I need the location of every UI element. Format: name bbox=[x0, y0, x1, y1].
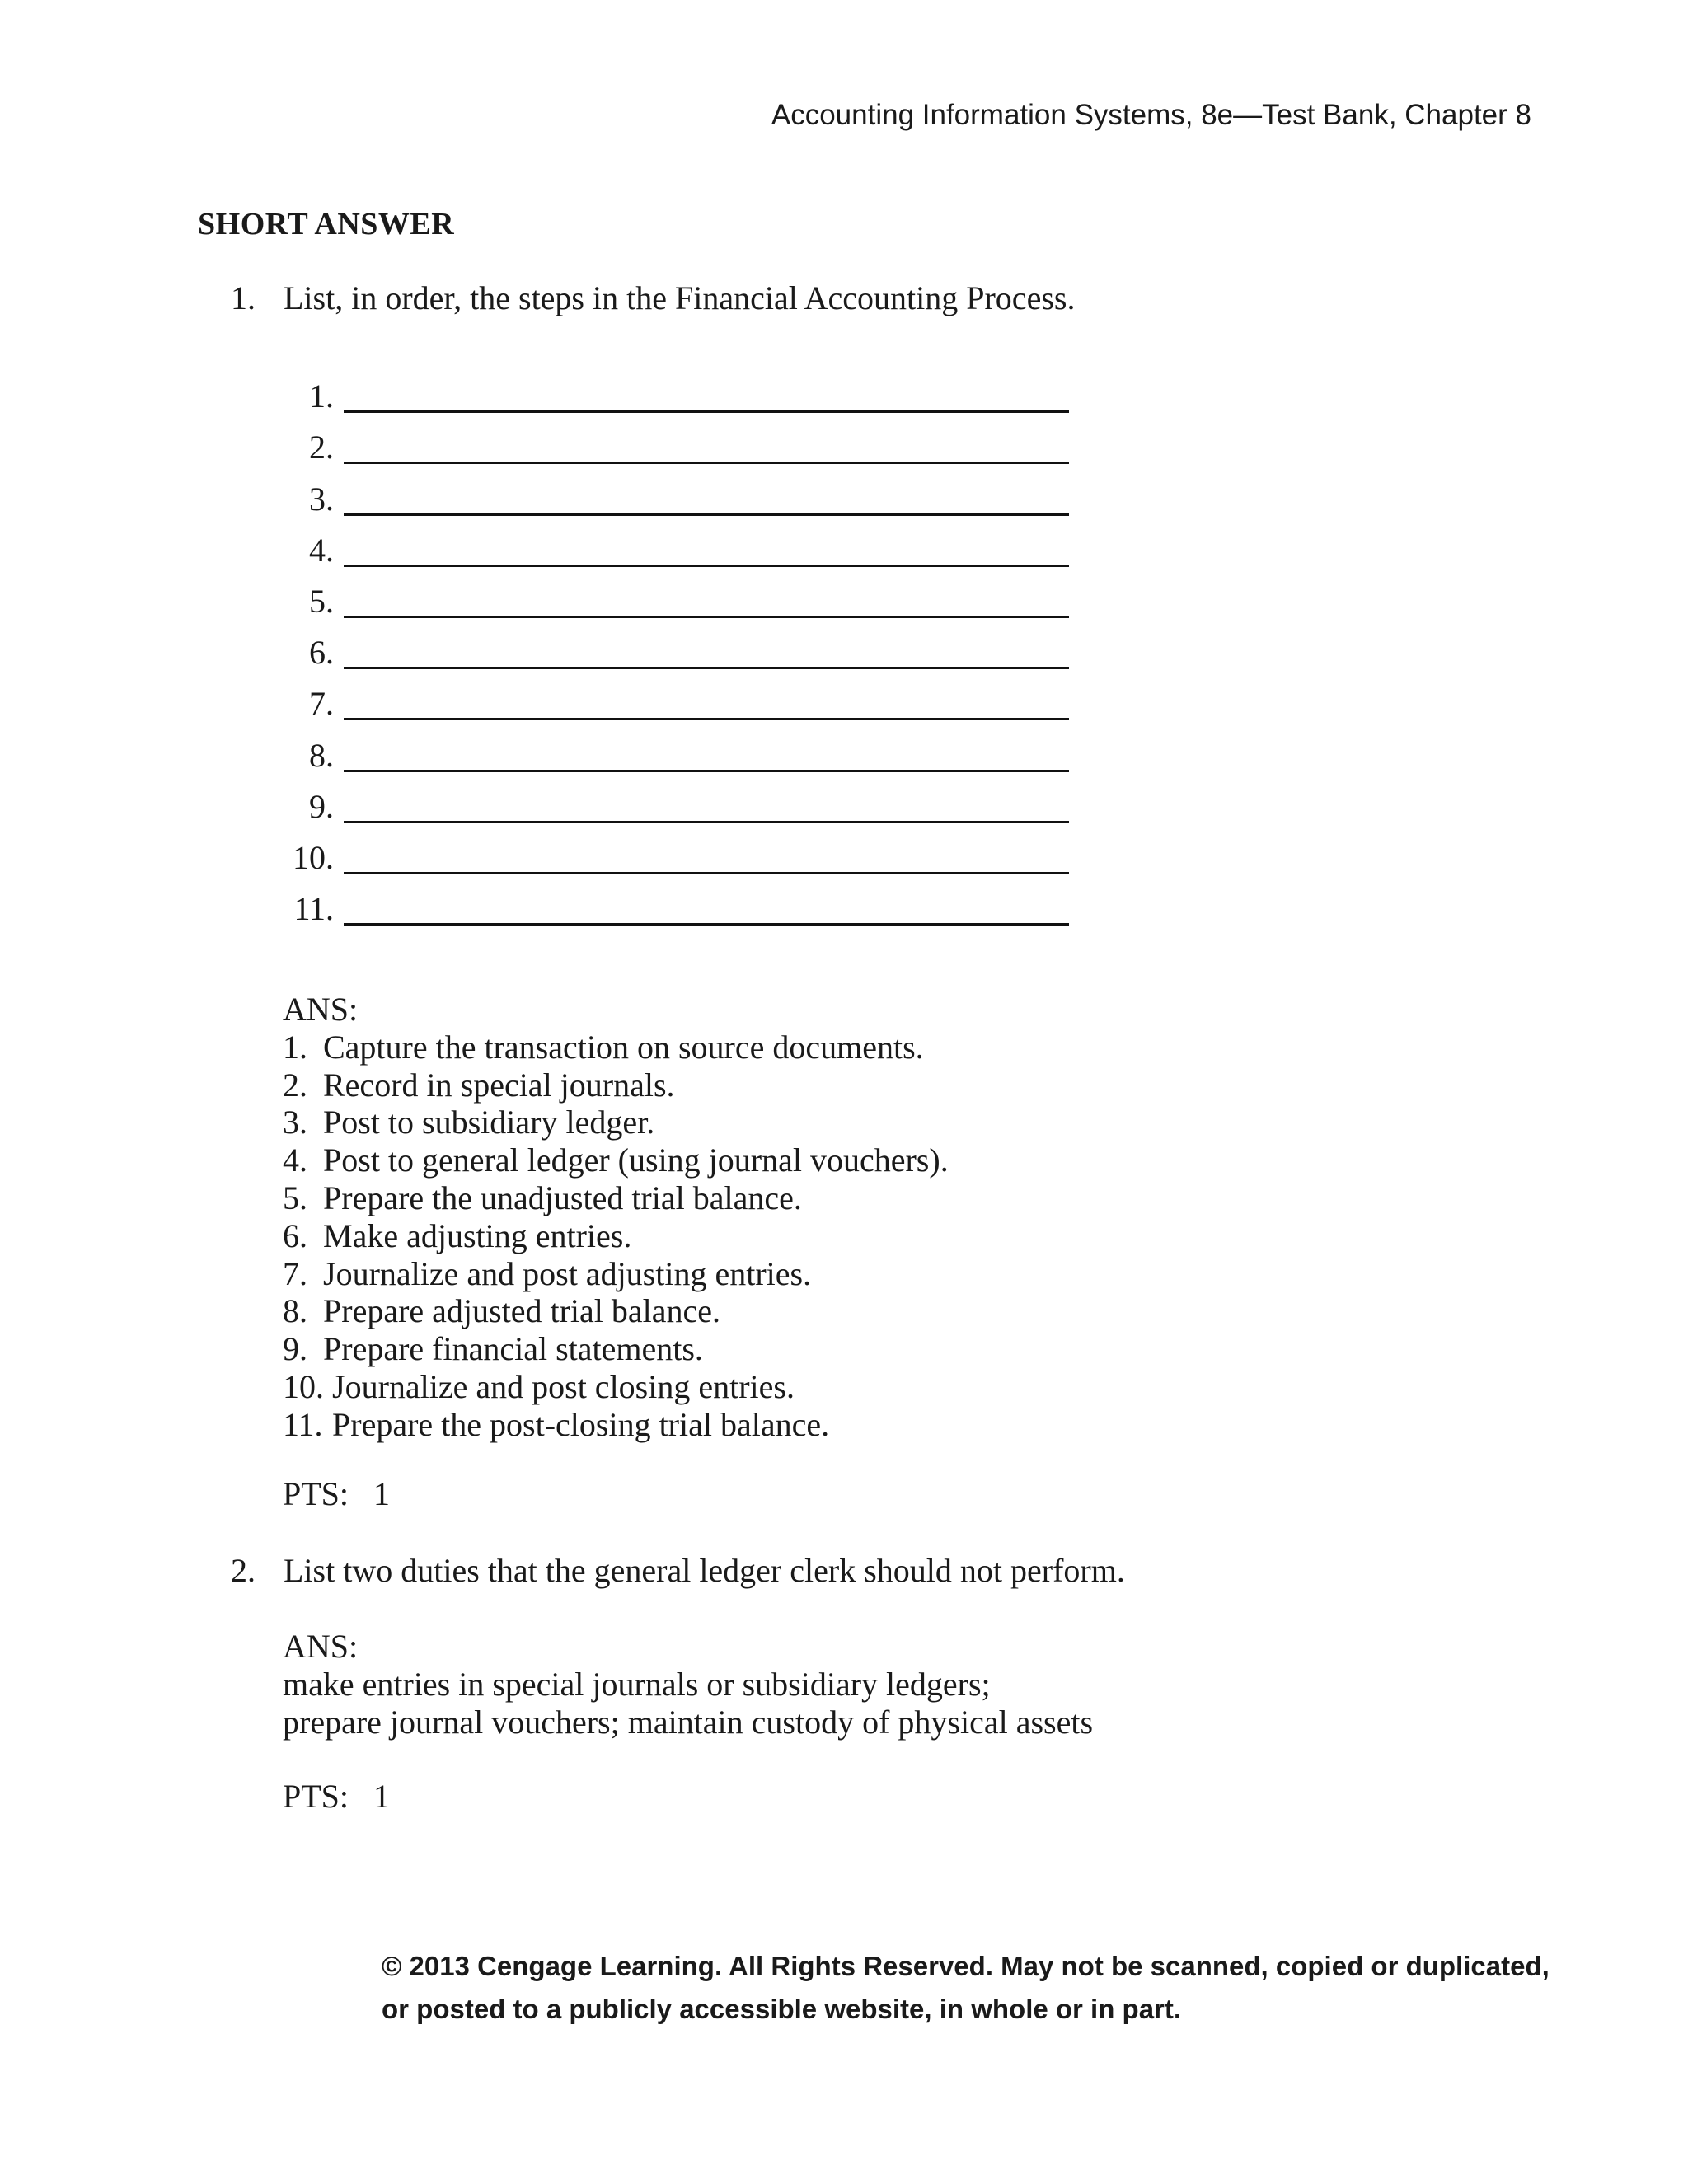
item-number: 6. bbox=[283, 1216, 307, 1254]
blank-row bbox=[280, 365, 1069, 416]
blank-number: 7. bbox=[309, 685, 334, 723]
blank-row bbox=[280, 621, 1069, 673]
answer-line: make entries in special journals or subsidiary ledgers; bbox=[283, 1665, 991, 1703]
pts-label: PTS: bbox=[283, 1475, 349, 1512]
blank-line bbox=[344, 429, 1069, 464]
list-item bbox=[283, 1104, 949, 1141]
blank-number: 9. bbox=[309, 787, 334, 825]
blank-line bbox=[344, 890, 1069, 926]
list-item bbox=[283, 1330, 949, 1368]
blank-row bbox=[280, 776, 1069, 827]
blank-row bbox=[280, 570, 1069, 621]
list-item bbox=[283, 1292, 949, 1330]
question-number: 1. bbox=[231, 279, 256, 316]
blank-line bbox=[344, 480, 1069, 516]
blank-line bbox=[344, 583, 1069, 618]
item-text: Make adjusting entries. bbox=[323, 1216, 632, 1254]
blank-row bbox=[280, 519, 1069, 570]
blank-line bbox=[344, 737, 1069, 772]
blank-line bbox=[344, 634, 1069, 669]
list-item bbox=[283, 1255, 949, 1293]
blank-number: 11. bbox=[293, 890, 334, 928]
question-2 bbox=[231, 1551, 1125, 1590]
item-number: 2. bbox=[283, 1066, 307, 1104]
blank-row bbox=[280, 467, 1069, 518]
blank-number: 5. bbox=[309, 582, 334, 620]
item-text: Prepare financial statements. bbox=[323, 1330, 703, 1368]
item-text: Prepare the unadjusted trial balance. bbox=[323, 1179, 802, 1216]
blank-number: 4. bbox=[309, 531, 334, 569]
item-text: Journalize and post adjusting entries. bbox=[323, 1254, 812, 1292]
question-text: List two duties that the general ledger clerk should not perform. bbox=[284, 1552, 1125, 1589]
answer-line: prepare journal vouchers; maintain custody of physical assets bbox=[283, 1703, 1094, 1741]
points-2 bbox=[283, 1778, 390, 1816]
item-number: 3. bbox=[283, 1104, 307, 1141]
item-number: 5. bbox=[283, 1179, 307, 1216]
blank-number: 8. bbox=[309, 736, 334, 774]
blank-line bbox=[344, 788, 1069, 823]
item-text: Record in special journals. bbox=[323, 1066, 675, 1104]
item-number: 10. bbox=[283, 1367, 324, 1405]
item-number: 9. bbox=[283, 1330, 307, 1368]
list-item bbox=[283, 1179, 949, 1217]
section-title: SHORT ANSWER bbox=[198, 207, 455, 241]
blank-row bbox=[280, 827, 1069, 878]
list-item bbox=[283, 1066, 949, 1104]
list-item bbox=[283, 1368, 949, 1406]
list-item bbox=[283, 1406, 949, 1444]
list-item bbox=[283, 1029, 949, 1066]
copyright-footer bbox=[382, 1945, 1550, 2031]
list-item bbox=[283, 1217, 949, 1255]
blank-line bbox=[344, 532, 1069, 567]
blank-line bbox=[344, 685, 1069, 720]
item-text: Journalize and post closing entries. bbox=[332, 1367, 795, 1405]
item-number: 1. bbox=[283, 1028, 307, 1066]
item-number: 11. bbox=[283, 1405, 323, 1443]
list-item bbox=[283, 1141, 949, 1179]
blank-number: 10. bbox=[293, 838, 334, 876]
blank-line bbox=[344, 839, 1069, 874]
answer-block-1 bbox=[283, 991, 949, 1444]
item-text: Prepare the post-closing trial balance. bbox=[332, 1405, 830, 1443]
blank-number: 2. bbox=[309, 429, 334, 466]
item-number: 7. bbox=[283, 1254, 307, 1292]
blank-line bbox=[344, 377, 1069, 413]
points-1 bbox=[283, 1475, 390, 1513]
running-header: Accounting Information Systems, 8e—Test Bank, Chapter 8 bbox=[771, 99, 1531, 131]
question-number: 2. bbox=[231, 1552, 256, 1589]
item-text: Prepare adjusted trial balance. bbox=[323, 1292, 720, 1330]
item-number: 8. bbox=[283, 1292, 307, 1330]
pts-label: PTS: bbox=[283, 1778, 349, 1815]
blank-row bbox=[280, 878, 1069, 929]
ans-label: ANS: bbox=[283, 1628, 359, 1665]
question-text: List, in order, the steps in the Financial Accounting Process. bbox=[284, 279, 1076, 316]
blank-row bbox=[280, 416, 1069, 467]
pts-value: 1 bbox=[373, 1475, 391, 1512]
blank-number: 1. bbox=[309, 377, 334, 415]
blank-row bbox=[280, 724, 1069, 775]
pts-value: 1 bbox=[373, 1778, 391, 1815]
footer-line: or posted to a publicly accessible website, in whole or in part. bbox=[382, 1994, 1182, 2024]
item-text: Capture the transaction on source documents. bbox=[323, 1028, 924, 1066]
answer-blanks bbox=[280, 365, 1069, 929]
blank-number: 3. bbox=[309, 480, 334, 518]
footer-line: © 2013 Cengage Learning. All Rights Reserved. May not be scanned, copied or duplicated, bbox=[382, 1951, 1550, 1981]
item-number: 4. bbox=[283, 1141, 307, 1179]
blank-row bbox=[280, 673, 1069, 724]
blank-number: 6. bbox=[309, 634, 334, 672]
ans-label: ANS: bbox=[283, 991, 359, 1028]
item-text: Post to subsidiary ledger. bbox=[323, 1104, 655, 1141]
question-1 bbox=[231, 279, 1075, 317]
answer-block-2 bbox=[283, 1628, 1093, 1741]
item-text: Post to general ledger (using journal vouchers). bbox=[323, 1141, 949, 1179]
